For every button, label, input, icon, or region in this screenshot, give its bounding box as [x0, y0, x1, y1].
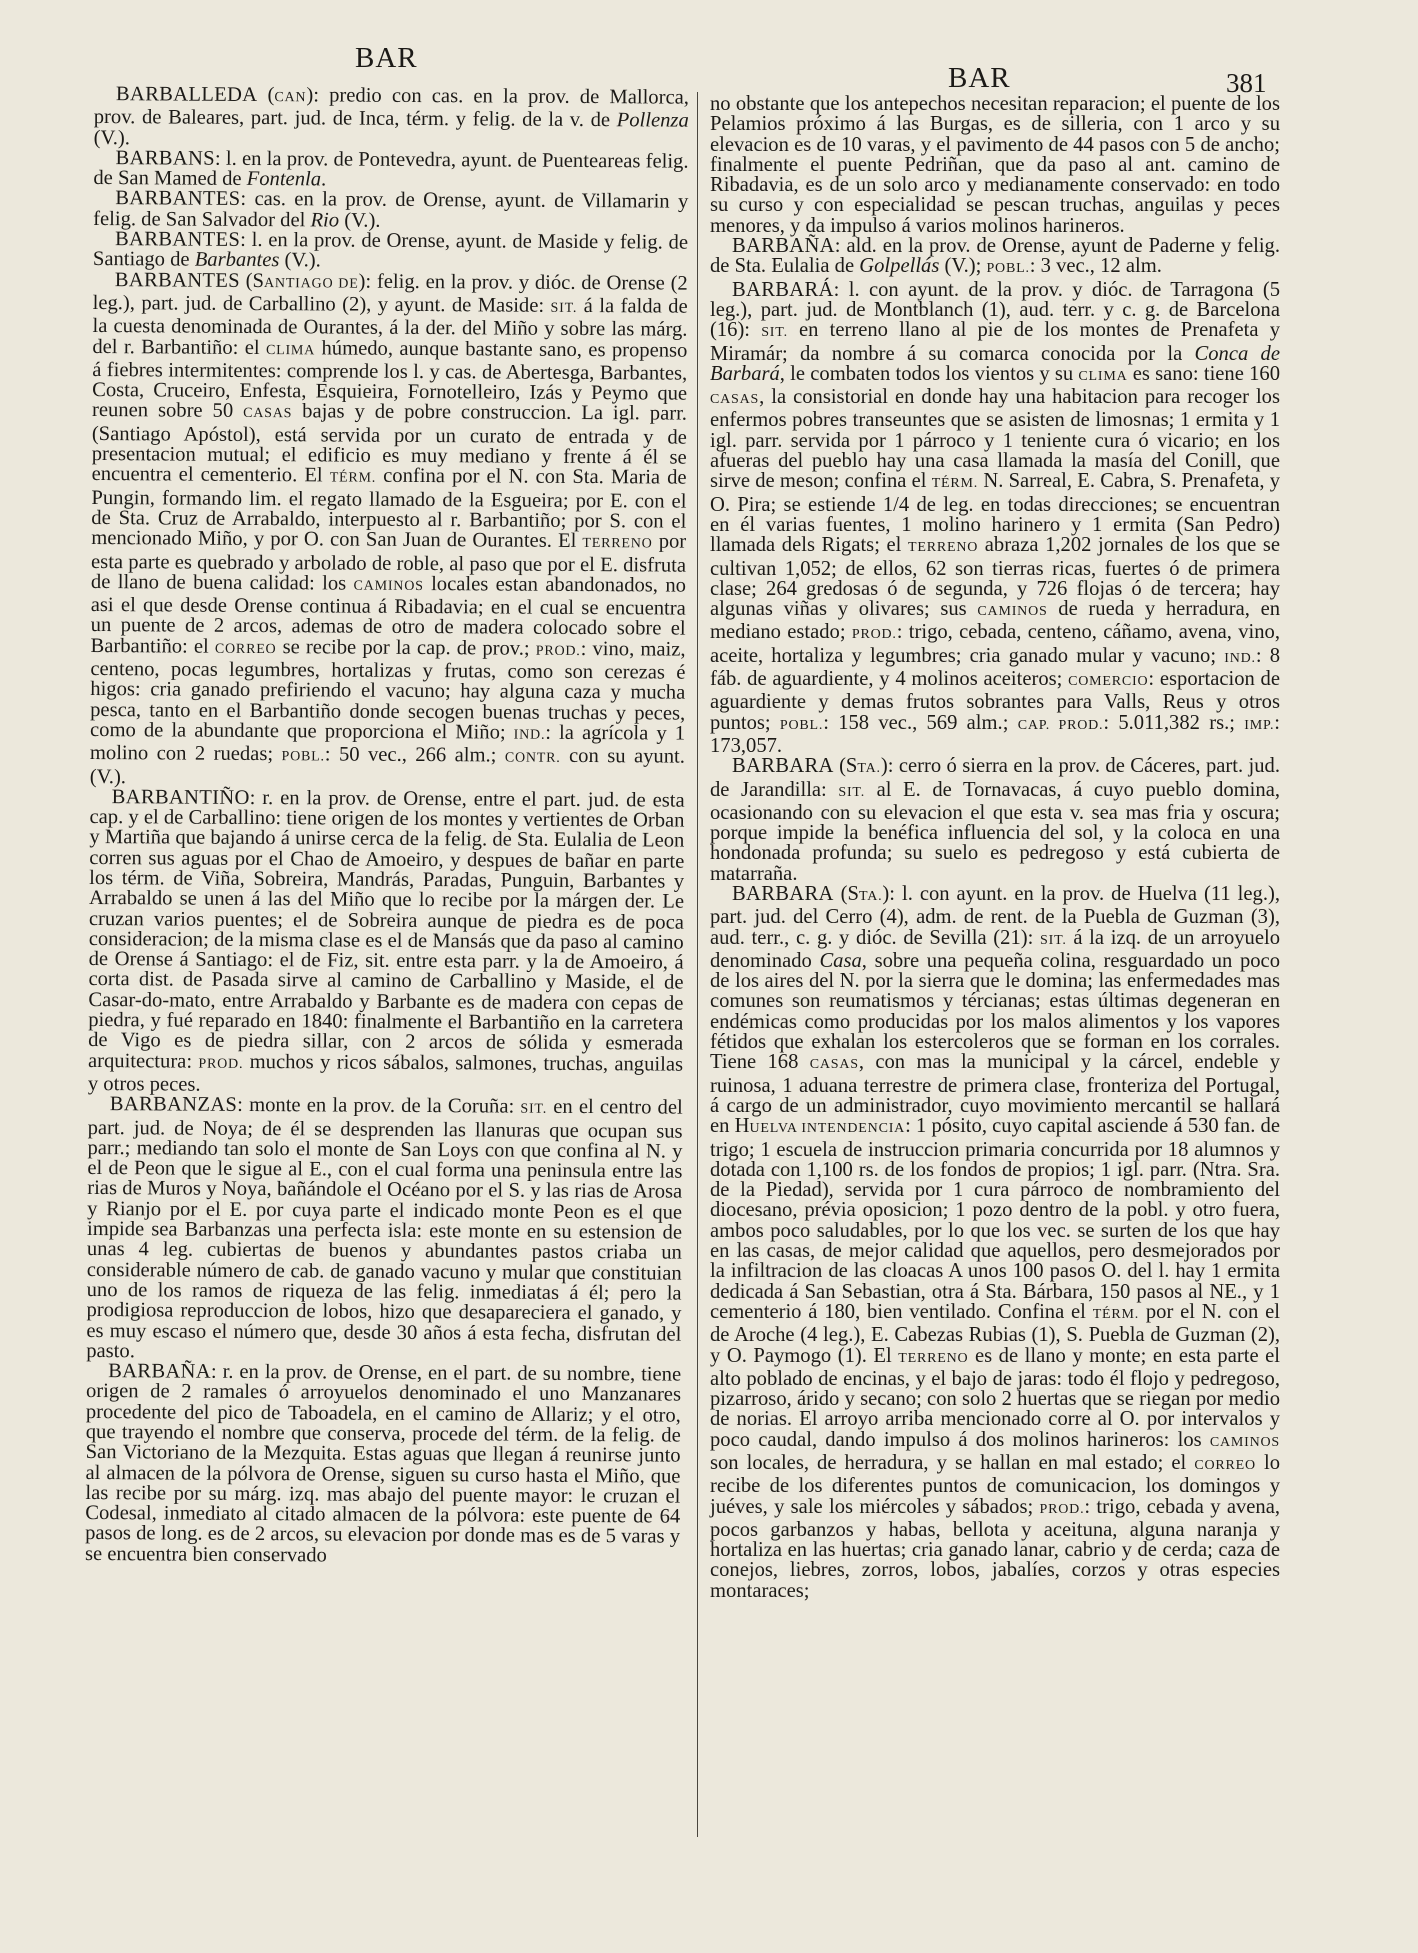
small-caps-label: TÉRM. — [329, 470, 377, 487]
dictionary-entry — [93, 229, 688, 273]
entry-text: en terreno llano al pie de los montes de Prenafeta y Miramár; da nombre á su comarca conocida por la — [710, 319, 1280, 365]
small-caps-label: CASAS — [243, 406, 293, 422]
right-column — [710, 94, 1280, 1601]
dictionary-entry — [710, 884, 1280, 1601]
small-caps-label: TERRENO — [908, 540, 979, 556]
entry-text: , sobre una pequeña colina, resguardado un poco de los aires del N. por la sierra que le domina; las enfermedades mas comunes son reumatismos y tércianas; estas últimas degeneran en endémicas como producidas por los malos alimentos y los vapores fétidos que exhalan los estercoleros que se forman en los corrales. Tiene 168 — [710, 949, 1280, 1074]
small-caps-label: CAMINOS — [1209, 1434, 1280, 1450]
entry-text: , con mas la municipal y la cárcel, endeble y ruinosa, 1 aduana terrestre de primera clase, fronteriza del Portugal, á cargo de un administrador, cuyo movimiento mercantil se hallará en H — [710, 1051, 1281, 1138]
small-caps-label: TERRENO — [582, 536, 653, 552]
dictionary-entry — [710, 236, 1280, 280]
entry-text: : cas. en la prov. de Orense, ayunt. de Villamarin y felig. de San Salvador del — [93, 188, 689, 232]
small-caps-label: ANTIAGO DE — [263, 275, 359, 292]
place-name: Fontenla — [246, 168, 322, 191]
entry-text: : 3 vec., 12 alm. — [1029, 255, 1162, 278]
entry-text: (S — [239, 269, 265, 292]
small-caps-label: SIT. — [1040, 932, 1067, 948]
small-caps-label: TÉRM. — [1092, 1306, 1140, 1322]
small-caps-label: TA. — [858, 888, 883, 904]
entry-text: bajas y de pobre construccion. La igl. parr. (Santiago Apóstol), está servida por un curato de entrada y de presentacion mutual; el edificio es muy mediano y frente á él se encuentra el cementerio. El — [91, 400, 688, 487]
small-caps-label: POBL. — [779, 717, 824, 733]
small-caps-label: POBL. — [986, 261, 1030, 277]
entry-text: : 173,057. — [710, 711, 1281, 757]
entry-text: : trigo, cebada, centeno, cáñamo, avena, vino, aceite, hortaliza y legumbres; cria ganado mular y vacuno; — [710, 621, 1281, 667]
left-running-head: BAR — [355, 42, 418, 74]
dictionary-entry — [94, 84, 689, 152]
entry-text: (V.). — [279, 249, 321, 272]
small-caps-label: CAMINOS — [353, 578, 424, 594]
entry-text: (V.); — [939, 255, 987, 278]
column-divider — [697, 92, 698, 1837]
entry-headword: BARBARÁ — [732, 278, 834, 301]
dictionary-entry — [88, 787, 685, 1098]
entry-headword: BARBAÑA — [732, 235, 835, 258]
entry-text: : 1 pósito, cuyo capital asciende á 530 fan. de trigo; 1 escuela de instruccion primaria concurrida por 18 alumnos y dotada con 1,100 rs. de los fondos de propios; 1 igl. parr. (Ntra. Sra. de la Piedad), servida por 1 cura párroco de nombramiento del diocesano, prévia oposicion; 1 pozo dentro de la pobl. y otro fuera, ambos poco saludables, por lo que los vec. se surten de los que hay en las casas, de mejor calidad que aquellos, pero desmejorados por la infiltracion de las cloacas A unos 100 pasos O. del l. hay 1 ermita dedicada á San Sebastian, otra á Sta. Bárbara, 150 pasos al NE., y 1 cementerio á 180, bien ventilado. Confina el — [710, 1115, 1280, 1323]
entry-text: de rueda y herradura, en mediano estado; — [710, 598, 1281, 644]
dictionary-entry — [93, 188, 688, 232]
small-caps-label: CLIMA — [1078, 368, 1128, 384]
small-caps-label: TERRENO — [898, 1350, 969, 1366]
entry-text: locales estan abandonados, no asi el que desde Orense continua á Ribadavia; en el cual se encuentra un puente de 2 arcos, ademas de otro de madera colocado sobre el Barbantiño: el — [90, 572, 687, 658]
small-caps-label: SIT. — [520, 1101, 548, 1118]
entry-headword: BARBAÑA — [108, 1360, 211, 1383]
entry-headword: BARBARA — [732, 755, 834, 778]
entry-text: (S — [833, 882, 859, 905]
small-caps-label: PROD. — [198, 1056, 244, 1072]
small-caps-label: PROD. — [851, 627, 897, 643]
dictionary-entry — [710, 280, 1280, 757]
place-name: Barbantes — [194, 248, 280, 272]
small-caps-label: POBL. — [281, 749, 325, 765]
small-caps-label: SIT. — [761, 325, 788, 341]
entry-headword: BARBANZAS — [109, 1093, 238, 1117]
small-caps-label: CASAS — [809, 1057, 859, 1073]
small-caps-label: CORREO — [1194, 1458, 1256, 1473]
small-caps-label: UELVA INTENDENCIA — [749, 1121, 906, 1137]
place-name: Conca de Barbará — [710, 342, 1280, 385]
entry-text: : vino, maiz, centeno, pocas legumbres, hortalizas y frutas, como son cerezas é higos: cria ganado prefiriendo el vacuno; hay alguna caza y mucha pesca, tanto en el Barbantiño donde secogen buenas truchas y peces, como de la abundante que proporciona el Miño; — [89, 637, 686, 744]
entry-text: , le combaten todos los vientos y su — [779, 362, 1079, 385]
small-caps-label: PROD. — [535, 643, 581, 659]
entry-text: al E. de Tornavacas, á cuyo pueblo domina, ocasionando con su elevacion el que esta v. sea mas fria y oscura; porque impide la benéfica influencia del sol, y la coloca en una hondonada profunda; su suelo es pedregoso y está cubierta de matarraña. — [710, 778, 1280, 885]
entry-text: no obstante que los antepechos necesitan reparacion; el puente de los Pelamios próximo á las Burgas, es de silleria, con 1 arco y su elevacion es de 10 varas, y el pavimento de 44 pasos con 5 de ancho; finalmente el puente Pedriñan, que da paso al ant. camino de Ribadavia, es de un solo arco y medianamente conservado: en todo su curso y con especialidad se pescan truchas, anguilas y peces menores, y da impulso á varios molinos harineros. — [710, 93, 1280, 237]
small-caps-label: IND. — [1224, 650, 1256, 666]
small-caps-label: SIT. — [838, 784, 866, 800]
entry-text: : r. en la prov. de Orense, entre el part. jud. de esta cap. y el de Carballino: tiene origen de los montes y vertientes de Orban y Martiña que bajando á unirse cerca de la felig. de Sta. Eulalia de Leon corren sus aguas por el Chao de Amoeiro, y despues de bañar en parte los térm. de Viña, Sobreira, Mandrás, Paradas, Punguin, Barbantes y Arrabaldo se unen á las del Miño que lo recibe por la márgen der. Le cruzan varios puentes; el de Sobreira aunque de piedra es de poca consideracion; de la misma clase es el de Mansás que da paso al camino de Orense á Santiago: el de Fiz, sit. entre esta parr. y la de Amoeiro, á corta dist. de Pasada sirve al camino de Carballino y Maside, el de Casar-do-mato, entre Arrabaldo y Barbante es de madera con cepas de piedra, y fué reparado en 1840: finalmente el Barbantiño en la carretera de Vigo es de piedra sillar, con 2 arcos de sólida y esmerada arquitectura: — [87, 786, 685, 1073]
entry-text: : l. en la prov. de Pontevedra, ayunt. de Puenteareas felig. de San Mamed de — [93, 147, 689, 191]
entry-text: : la agrícola y 1 molino con 2 ruedas; — [89, 721, 686, 766]
entry-text: ): felig. en la prov. y dióc. de Orense (2 leg.), part. jud. de Carballino (2), y ayunt. de Maside: — [92, 270, 688, 317]
entry-text: , la consistorial en donde hay una habitacion para recoger los enfermos pobres transeuntes que se asisten de limosnas; 1 ermita y 1 igl. parr. servida por 1 párroco y 1 teniente cura ó vicario; en los afueras del pueblo hay una casa llamada la masía del Conill, que sirve de meson; confina el — [710, 386, 1280, 493]
entry-text: : esportacion de aguardiente y demas frutos sobrantes para Valls, Reus y otros puntos; — [710, 668, 1280, 734]
entry-text: se recibe por la cap. de prov.; — [276, 635, 536, 660]
small-caps-label: CAMINOS — [977, 604, 1048, 620]
entry-headword: BARBALLEDA — [115, 83, 258, 106]
entry-text: en el centro del part. jud. de Noya; de él se desprenden las llanuras que ocupan sus parr.; mediando tan solo el monte de San Loys con que confina al N. y el de Peon que le sigue al E., con el cual forma una peninsula entre las rias de Muros y Noya, bañándole el Océano por el S. y las rias de Arosa y Rianjo por el E. por cuya parte el indicado monte Peon es el que impide sea Barbanzas una perfecta isla: este monte en su estension de unas 4 leg. cubiertas de buenos y abundantes pastos criaba un considerable número de cab. de ganado vacuno y mular que constituian uno de los ramos de riqueza de las felig. inmediatas á él; pero la prodigiosa reproduccion de lobos, hizo que desapareciera el ganado, y es muy escaso el número que, desde 30 años á esta fecha, disfrutan del pasto. — [86, 1096, 683, 1363]
entry-headword: BARBANTES — [115, 187, 241, 211]
entry-text: : 158 vec., 569 alm.; — [823, 711, 1018, 734]
dictionary-entry — [85, 1361, 681, 1568]
entry-text: : ald. en la prov. de Orense, ayunt de Paderne y felig. de Sta. Eulalia de — [710, 235, 1280, 278]
small-caps-label: CASAS — [710, 392, 760, 408]
entry-text: . — [320, 168, 327, 191]
entry-text: muchos y ricos sábalos, salmones, truchas, anguilas y otros peces. — [87, 1050, 684, 1096]
entry-text: : l. en la prov. de Orense, ayunt. de Maside y felig. de Santiago de — [92, 228, 689, 271]
entry-text: : l. con ayunt. de la prov. y dióc. de Tarragona (5 leg.), part. jud. de Montblanch (1), aud. terr. y c. g. de Barcelona (16): — [710, 278, 1280, 342]
small-caps-label: PROD. — [1039, 1501, 1085, 1517]
left-column — [85, 84, 689, 1568]
place-name: Rio — [310, 209, 340, 232]
dictionary-entry — [93, 148, 688, 192]
entry-text: lo recibe de los diferentes puntos de comunicacion, los domingos y juéves, y sale los miércoles y sábados; — [710, 1452, 1280, 1518]
right-running-head: BAR — [948, 62, 1011, 94]
entry-headword: BARBANTES — [114, 268, 241, 292]
entry-text: á la falda de la cuesta denominada de Ourantes, á la der. del Miño y sobre las márg. del r. Barbantiño: el — [92, 294, 688, 359]
place-name: Pollenza — [616, 109, 689, 132]
entry-text: N. Sarreal, E. Cabra, S. Prenafeta, y O. Pira; se estiende 1/4 de leg. en todas direcciones; se encuentran en él varias fuentes, 1 molino harinero y 1 ermita (San Pedro) llamada dels Rigats; el — [710, 470, 1280, 557]
entry-text: (S — [833, 755, 858, 778]
entry-text: : 50 vec., 266 alm.; — [324, 743, 505, 767]
place-name: Casa — [819, 949, 862, 972]
dictionary-entry — [710, 94, 1280, 236]
entry-headword: BARBARA — [732, 882, 834, 905]
small-caps-label: CLIMA — [265, 342, 316, 358]
small-caps-label: CAN — [274, 90, 307, 106]
entry-text: á la izq. de un arroyuelo denominado — [710, 926, 1280, 972]
small-caps-label: CAP. PROD. — [1017, 717, 1104, 733]
entry-text: (V.). — [93, 126, 130, 149]
entry-text: confina por el N. con Sta. Maria de Pungin, formando lim. el regato llamado de la Esgueira; por E. con el de Sta. Cruz de Arrabaldo, interpuesto al r. Barbantiño; por S. con el mencionado Miño, y por O. con San Juan de Ourantes. El — [91, 465, 687, 553]
entry-text: : monte en la prov. de la Coruña: — [237, 1094, 521, 1118]
entry-text: con su ayunt. (V.). — [89, 745, 685, 788]
entry-text: : 8 fáb. de aguardiente, y 4 molinos aceiteros; — [710, 644, 1280, 691]
entry-text: abraza 1,202 jornales de los que se cultivan 1,052; de ellos, 62 son tierras ricas, fuertes ó de primera clase; 264 gredosas ó de segunda, y 726 flojas ó de tercera; hay algunas viñas y olivares; sus — [710, 534, 1280, 621]
entry-text: húmedo, aunque bastante sano, es propenso á fiebres intermitentes: comprende los l. y cas. de Abertesga, Barbantes, Costa, Cruceiro, Enfesta, Esquieira, Fornotelleiro, Izás y Peymo que reunen sobre 50 — [91, 336, 688, 423]
dictionary-entry — [86, 1094, 683, 1364]
small-caps-label: IMP. — [1244, 717, 1275, 733]
small-caps-label: CONTR. — [504, 750, 561, 767]
dictionary-entry — [90, 270, 688, 791]
place-name: Golpellás — [859, 255, 940, 278]
small-caps-label: IND. — [513, 727, 546, 743]
entry-headword: BARBANTES — [114, 228, 241, 251]
entry-text: por esta parte es quebrado y arbolado de roble, al paso que por el E. disfruta de llano de buena calidad: los — [90, 530, 687, 595]
small-caps-label: TÉRM. — [931, 476, 979, 492]
entry-text: ( — [257, 83, 275, 107]
page-number: 381 — [1226, 68, 1267, 98]
entry-text: ): l. con ayunt. en la prov. de Huelva (11 leg.), part. jud. del Cerro (4), adm. de rent. de la Puebla de Guzman (3), aud. terr., c. g. y dióc. de Sevilla (21): — [710, 882, 1280, 949]
small-caps-label: SIT. — [550, 300, 578, 316]
entry-headword: BARBANTIÑO — [111, 785, 250, 809]
entry-text: por el N. con el de Aroche (4 leg.), E. Cabezas Rubias (1), S. Puebla de Guzman (2), y O. Paymogo (1). El — [710, 1300, 1280, 1367]
entry-headword: BARBANS — [115, 147, 216, 170]
entry-text: : r. en la prov. de Orense, en el part. de su nombre, tiene origen de 2 ramales ó arroyuelos denominado el uno Manzanares procedente del pico de Taboadela, en el camino de Allariz; y el otro, que trayendo el nombre que conserva, procede del térm. de la felig. de San Victoriano de la Mezquita. Estas aguas que llegan á reunirse junto al almacen de la pólvora de Orense, siguen su curso hasta el Miño, que las recibe por su márg. izq. mas abajo del puente mayor: le cruzan el Codesal, inmediato al citado almacen de la pólvora: este puente de 64 pasos de long. es de 2 arcos, su elevacion por donde mas es de 5 varas y se encuentra bien conservado — [84, 1360, 682, 1567]
small-caps-label: COMERCIO — [1068, 674, 1149, 690]
entry-text: : 5.011,382 rs.; — [1103, 711, 1245, 734]
entry-text: son locales, de herradura, y se hallan en mal estado; el — [710, 1452, 1195, 1474]
small-caps-label: TA. — [857, 761, 881, 777]
small-caps-label: CORREO — [214, 641, 277, 657]
entry-text: ): cerro ó sierra en la prov. de Cáceres, part. jud. de Jarandilla: — [710, 755, 1280, 801]
entry-text: es de llano y monte; en esta parte el alto poblado de encinas, y el bajo de jaras: todo él flojo y pedregoso, pizarroso, árido y secano; con solo 2 huertas que se riegan por medio de norias. El arroyo arriba mencionado corre al O. por intervalos y poco caudal, dando impulso á dos molinos harineros: los — [710, 1344, 1280, 1451]
dictionary-entry — [710, 756, 1280, 884]
entry-text: ): predio con cas. en la prov. de Mallorca, prov. de Baleares, part. jud. de Inca, térm. y felig. de la v. de — [93, 84, 689, 132]
entry-text: es sano: tiene 160 — [1127, 362, 1280, 385]
entry-text: (V.). — [339, 209, 381, 232]
entry-text: : trigo, cebada y avena, pocos garbanzos y habas, bellota y aceituna, alguna naranja y hortaliza en las huertas; cria ganado lanar, cabrio y de cerda; caza de conejos, liebres, zorros, lobos, jabalíes, corzos y otras especies montaraces; — [710, 1495, 1280, 1602]
